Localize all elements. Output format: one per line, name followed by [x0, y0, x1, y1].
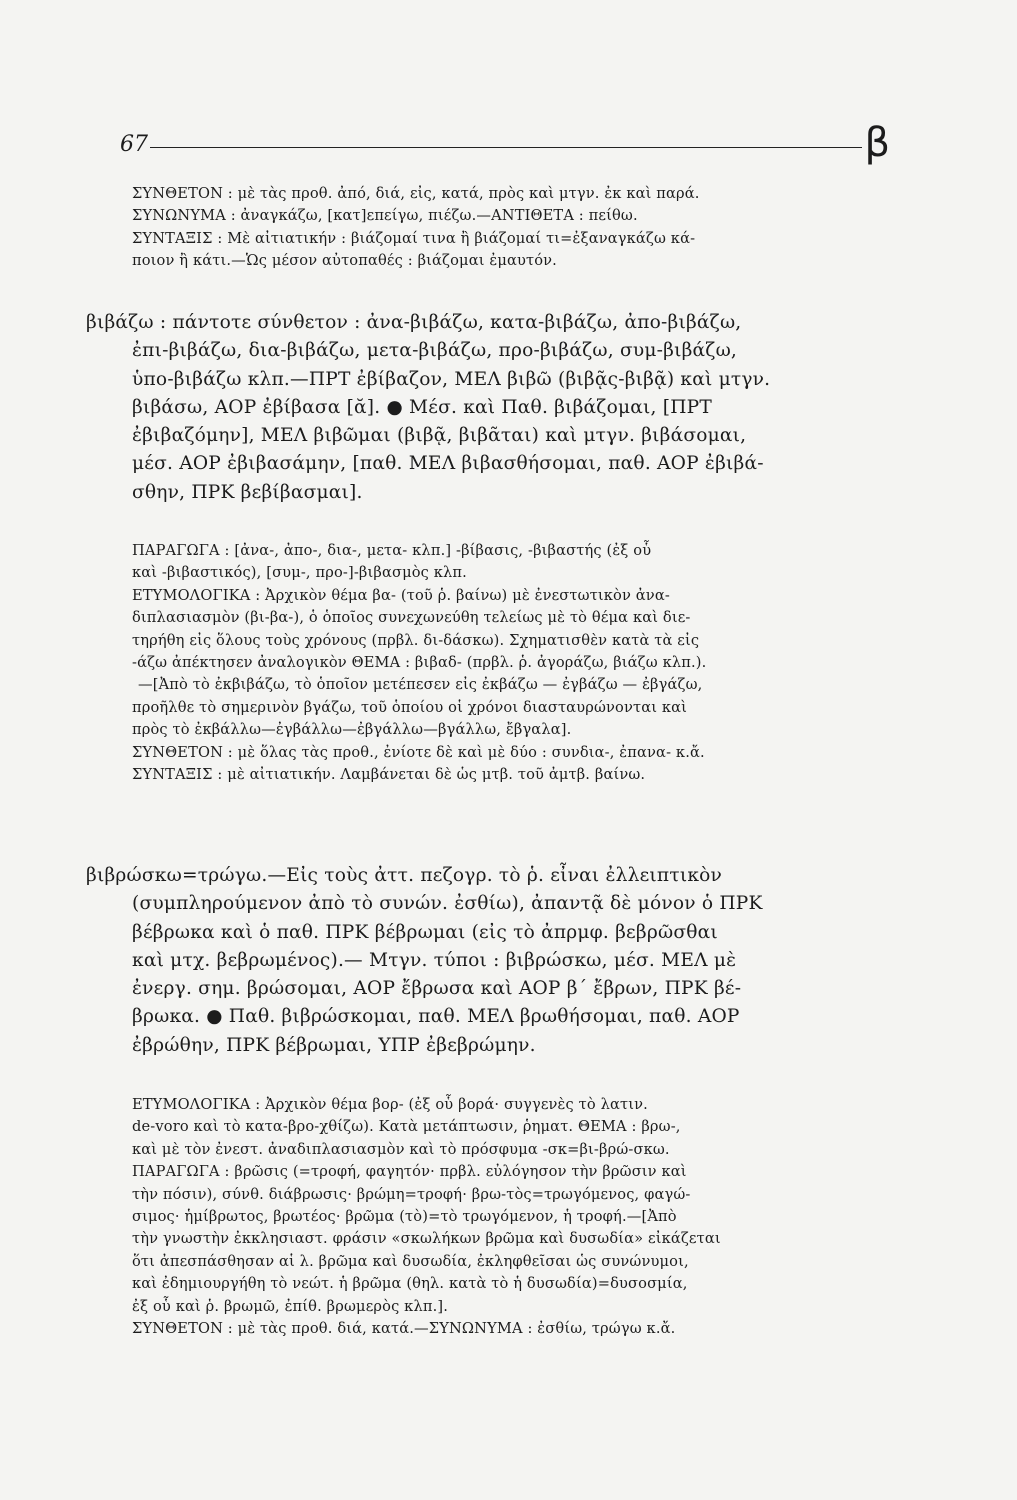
text-line: καὶ μὲ τὸν ἐνεστ. ἀναδιπλασιασμὸν καὶ τὸ πρόσφυμα -σκ=βι-βρώ-σκω.: [132, 1140, 670, 1158]
page-header: [120, 120, 890, 168]
text-line: ΣΥΝΤΑΞΙΣ : μὲ αἰτιατικήν. Λαμβάνεται δὲ ὡς μτβ. τοῦ ἀμτβ. βαίνω.: [132, 766, 646, 784]
text-line: ΕΤΥΜΟΛΟΓΙΚΑ : Ἀρχικὸν θέμα βα- (τοῦ ῥ. βαίνω) μὲ ἐνεστωτικὸν ἀνα-: [132, 586, 670, 604]
text-line: ΣΥΝΩΝΥΜΑ : ἀναγκάζω, [κατ]επείγω, πιέζω.—ΑΝΤΙΘΕΤΑ : πείθω.: [132, 207, 638, 225]
text-line: ὑπο-βιβάζω κλπ.—ΠΡΤ ἐβίβαζον, ΜΕΛ βιβῶ (βιβᾷς-βιβᾷ) καὶ μτγν.: [132, 368, 771, 390]
headword-line: βιβάζω : πάντοτε σύνθετον : ἀνα-βιβάζω, κατα-βιβάζω, ἀπο-βιβάζω,: [86, 312, 742, 333]
text-line: ΕΤΥΜΟΛΟΓΙΚΑ : Ἀρχικὸν θέμα βορ- (ἐξ οὗ βορά· συγγενὲς τὸ λατιν.: [132, 1096, 648, 1113]
text-line: ἐπι-βιβάζω, δια-βιβάζω, μετα-βιβάζω, προ-βιβάζω, συμ-βιβάζω,: [132, 340, 738, 362]
previous-entry-notes: [132, 183, 888, 273]
text-line: προῆλθε τὸ σημερινὸν βγάζω, τοῦ ὁποίου οἱ χρόνοι διασταυρώνονται καὶ: [132, 698, 688, 716]
text-line: -άζω ἀπέκτησεν ἀναλογικὸν ΘΕΜΑ : βιβαδ- (πρβλ. ῥ. ἀγοράζω, βιάζω κλπ.).: [132, 654, 707, 672]
text-line: ποιον ἢ κάτι.—Ὡς μέσον αὐτοπαθές : βιάζομαι ἐμαυτόν.: [132, 252, 557, 270]
text-line: καὶ -βιβαστικός), [συμ-, προ-]-βιβασμὸς κλπ.: [132, 564, 467, 582]
text-line: τὴν πόσιν), σύνθ. διάβρωσις· βρώμη=τροφή· βρω-τὸς=τρωγόμενος, φαγώ-: [132, 1185, 691, 1203]
text-line: ὅτι ἀπεσπάσθησαν αἱ λ. βρῶμα καὶ δυσωδία, ἐκληφθεῖσαι ὡς συνώνυμοι,: [132, 1252, 689, 1270]
text-line: ἐβιβαζόμην], ΜΕΛ βιβῶμαι (βιβᾷ, βιβᾶται) καὶ μτγν. βιβάσομαι,: [132, 425, 747, 447]
text-line: σιμος· ἡμίβρωτος, βρωτέος· βρῶμα (τὸ)=τὸ τρωγόμενον, ἡ τροφή.—[Ἀπὸ: [132, 1208, 677, 1226]
text-line: ἐξ οὗ καὶ ῥ. βρωμῶ, ἐπίθ. βρωμερὸς κλπ.].: [132, 1297, 449, 1315]
header-rule: [150, 147, 862, 148]
entry-bibrosko: [86, 862, 888, 1060]
text-line: καὶ μτχ. βεβρωμένος).— Μτγν. τύποι : βιβρώσκω, μέσ. ΜΕΛ μὲ: [132, 949, 737, 971]
text-line: —[Ἀπὸ τὸ ἐκβιβάζω, τὸ ὁποῖον μετέπεσεν εἰς ἐκβάζω — ἐγβάζω — ἐβγάζω,: [138, 676, 703, 694]
text-line: βέβρωκα καὶ ὁ παθ. ΠΡΚ βέβρωμαι (εἰς τὸ ἀπρμφ. βεβρῶσθαι: [132, 921, 718, 943]
text-line: βρωκα. ● Παθ. βιβρώσκομαι, παθ. ΜΕΛ βρωθήσομαι, παθ. ΑΟΡ: [132, 1006, 740, 1028]
text-line: ΣΥΝΘΕΤΟΝ : μὲ τὰς προθ. διά, κατά.—ΣΥΝΩΝΥΜΑ : ἐσθίω, τρώγω κ.ἄ.: [132, 1320, 676, 1338]
text-line: πρὸς τὸ ἐκβάλλω—ἐγβάλλω—ἐβγάλλω—βγάλλω, ἔβγαλα].: [132, 721, 572, 739]
text-line: σθην, ΠΡΚ βεβίβασμαι].: [132, 481, 363, 503]
text-line: καὶ ἐδημιουργήθη τὸ νεώτ. ἡ βρῶμα (θηλ. κατὰ τὸ ἡ δυσωδία)=δυσοσμία,: [132, 1275, 688, 1293]
text-line: μέσ. ΑΟΡ ἐβιβασάμην, [παθ. ΜΕΛ βιβασθήσομαι, παθ. ΑΟΡ ἐβιβά-: [132, 453, 764, 475]
page-number: 67: [120, 132, 148, 157]
entry-bibazo: [86, 309, 888, 507]
headword-line: βιβρώσκω=τρώγω.—Εἰς τοὺς ἀττ. πεζογρ. τὸ ῥ. εἶναι ἐλλειπτικὸν: [86, 865, 723, 886]
text-line: (συμπληρούμενον ἀπὸ τὸ συνών. ἐσθίω), ἀπαντᾷ δὲ μόνον ὁ ΠΡΚ: [132, 893, 763, 915]
text-line: ἐνεργ. σημ. βρώσομαι, ΑΟΡ ἔβρωσα καὶ ΑΟΡ β΄ ἔβρων, ΠΡΚ βέ-: [132, 978, 742, 1000]
section-letter: β: [864, 120, 890, 166]
text-line: ΣΥΝΤΑΞΙΣ : Μὲ αἰτιατικήν : βιάζομαί τινα ἢ βιάζομαί τι=ἐξαναγκάζω κά-: [132, 229, 696, 247]
text-line: ἐβρώθην, ΠΡΚ βέβρωμαι, ΥΠΡ ἐβεβρώμην.: [132, 1034, 536, 1056]
entry-bibrosko-notes: [132, 1094, 888, 1340]
text-line: διπλασιασμὸν (βι-βα-), ὁ ὁποῖος συνεχωνεύθη τελείως μὲ τὸ θέμα καὶ διε-: [132, 609, 691, 627]
entry-bibazo-notes: [132, 540, 888, 786]
text-line: ΣΥΝΘΕΤΟΝ : μὲ ὅλας τὰς προθ., ἐνίοτε δὲ καὶ μὲ δύο : συνδια-, ἐπανα- κ.ἄ.: [132, 743, 705, 761]
text-line: τὴν γνωστὴν ἐκκλησιαστ. φράσιν «σκωλήκων βρῶμα καὶ δυσωδία» εἰκάζεται: [132, 1230, 721, 1248]
text-line: ΣΥΝΘΕΤΟΝ : μὲ τὰς προθ. ἀπό, διά, εἰς, κατά, πρὸς καὶ μτγν. ἐκ καὶ παρά.: [132, 185, 700, 202]
text-line: τηρήθη εἰς ὅλους τοὺς χρόνους (πρβλ. δι-δάσκω). Σχηματισθὲν κατὰ τὰ εἰς: [132, 631, 700, 649]
text-line: βιβάσω, ΑΟΡ ἐβίβασα [ᾰ]. ● Μέσ. καὶ Παθ. βιβάζομαι, [ΠΡΤ: [132, 396, 712, 418]
text-line: ΠΑΡΑΓΩΓΑ : βρῶσις (=τροφή, φαγητόν· πρβλ. εὐλόγησον τὴν βρῶσιν καὶ: [132, 1163, 687, 1181]
text-line: de-voro καὶ τὸ κατα-βρο-χθίζω). Κατὰ μετάπτωσιν, ῥηματ. ΘΕΜΑ : βρω-,: [132, 1118, 681, 1136]
text-line: ΠΑΡΑΓΩΓΑ : [ἀνα-, ἀπο-, δια-, μετα- κλπ.] -βίβασις, -βιβαστής (ἐξ οὗ: [132, 542, 652, 559]
